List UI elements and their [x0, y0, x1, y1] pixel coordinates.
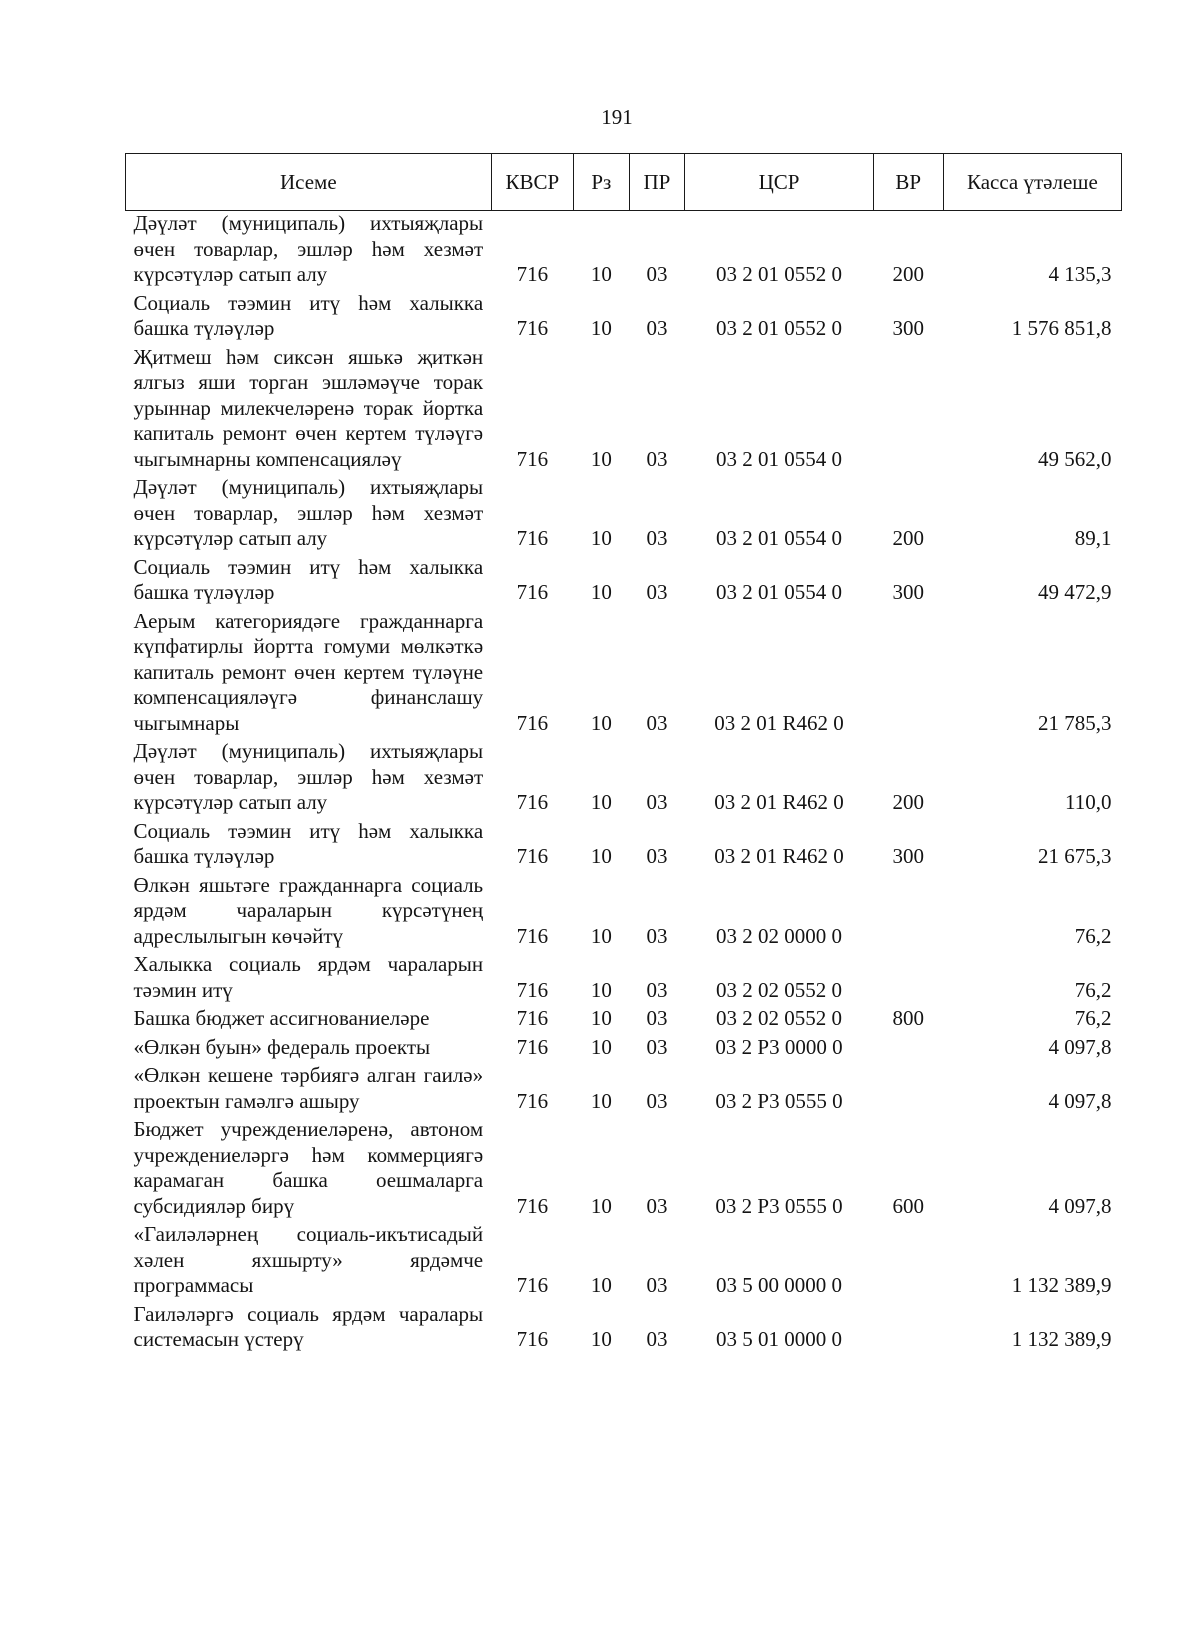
row-rz: 10	[590, 1034, 612, 1059]
table-row	[126, 950, 1122, 1004]
row-amount: 1 132 389,9	[1011, 1273, 1112, 1297]
row-name: «Өлкән кешене тәрбиягә алган гаилә» проектын гамәлгә ашыру	[133, 1063, 484, 1113]
row-name: Аерым категориядәге гражданнарга күпфатирлы йортта гомуми мөлкәткә капиталь ремонт өчен кертем түләүне компенсацияләүгә финанслашу чыгымнары	[133, 608, 484, 735]
table-row	[126, 1220, 1122, 1300]
row-kvsr: 716	[516, 1327, 549, 1351]
row-vr	[873, 343, 943, 474]
row-vr	[873, 607, 943, 738]
row-pr: 03	[646, 1327, 668, 1351]
row-vr	[873, 1033, 943, 1062]
table-row	[126, 553, 1122, 607]
row-name: Дәүләт (муниципаль) ихтыяҗлары өчен товарлар, эшләр һәм хезмәт күрсәтүләр сатып алу	[133, 739, 484, 814]
row-rz: 10	[590, 580, 612, 604]
row-kvsr: 716	[516, 1088, 549, 1113]
header-kvsr: КВСР	[491, 154, 573, 211]
table-row	[126, 871, 1122, 951]
row-amount: 4 135,3	[1048, 262, 1112, 286]
row-name: «Гаиләләрнең социаль-икътисадый хәлен яхшырту» ярдәмче программасы	[133, 1222, 484, 1297]
row-vr	[873, 1300, 943, 1354]
row-rz: 10	[590, 1193, 612, 1218]
row-amount: 76,2	[1074, 1006, 1112, 1030]
row-csr: 03 2 02 0552 0	[715, 977, 842, 1002]
row-pr: 03	[646, 1193, 668, 1218]
row-csr: 03 2 01 R462 0	[714, 710, 844, 735]
header-csr: ЦСР	[685, 154, 873, 211]
row-csr: 03 2 01 0554 0	[715, 526, 842, 550]
row-pr: 03	[646, 526, 668, 550]
row-rz: 10	[590, 526, 612, 550]
table-row	[126, 1004, 1122, 1033]
row-csr: 03 2 01 0552 0	[715, 262, 842, 286]
row-pr: 03	[646, 580, 668, 604]
header-rz: Рз	[574, 154, 630, 211]
row-name: Дәүләт (муниципаль) ихтыяҗлары өчен товарлар, эшләр һәм хезмәт күрсәтүләр сатып алу	[133, 475, 484, 550]
row-pr: 03	[646, 790, 668, 814]
row-kvsr: 716	[516, 1034, 549, 1059]
row-amount: 4 097,8	[1048, 1193, 1112, 1218]
row-rz: 10	[590, 1273, 612, 1297]
row-vr	[873, 1061, 943, 1115]
row-kvsr: 716	[516, 1193, 549, 1218]
row-csr: 03 2 02 0000 0	[715, 923, 842, 948]
row-csr: 03 2 01 R462 0	[714, 790, 844, 814]
table-header-row	[126, 154, 1122, 211]
row-kvsr: 716	[516, 580, 549, 604]
row-pr: 03	[646, 1273, 668, 1297]
row-name: Гаиләләргә социаль ярдәм чаралары системасын үстерү	[133, 1301, 484, 1351]
row-name: Социаль тәэмин итү һәм халыкка башка түләүләр	[133, 290, 484, 340]
row-name: Бюджет учреждениеләренә, автоном учреждениеләргә һәм коммерциягә карамаган башка оешмаларга субсидияләр бирү	[133, 1117, 484, 1218]
row-csr: 03 2 P3 0555 0	[715, 1088, 843, 1113]
row-pr: 03	[646, 1088, 668, 1113]
table-row	[126, 289, 1122, 343]
header-kassa: Касса үтәлеше	[943, 154, 1121, 211]
budget-table	[125, 153, 1122, 1354]
row-csr: 03 2 P3 0000 0	[715, 1034, 843, 1059]
row-amount: 49 562,0	[1038, 446, 1112, 471]
row-pr: 03	[646, 262, 668, 286]
row-pr: 03	[646, 1006, 668, 1030]
row-name: Өлкән яшьтәге гражданнарга социаль ярдәм чараларын күрсәтүнең адреслылыгын көчәйтү	[133, 872, 484, 948]
row-rz: 10	[590, 710, 612, 735]
table-row	[126, 817, 1122, 871]
row-pr: 03	[646, 923, 668, 948]
row-rz: 10	[590, 1088, 612, 1113]
row-csr: 03 2 01 0554 0	[715, 446, 842, 471]
table-row	[126, 737, 1122, 817]
table-row	[126, 1033, 1122, 1062]
header-pr: ПР	[629, 154, 685, 211]
row-amount: 49 472,9	[1038, 580, 1112, 604]
row-kvsr: 716	[516, 1273, 549, 1297]
row-pr: 03	[646, 316, 668, 340]
row-kvsr: 716	[516, 262, 549, 286]
row-csr: 03 5 00 0000 0	[715, 1273, 842, 1297]
row-kvsr: 716	[516, 710, 549, 735]
row-amount: 4 097,8	[1048, 1034, 1112, 1059]
row-vr: 300	[892, 316, 924, 340]
row-rz: 10	[590, 316, 612, 340]
row-kvsr: 716	[516, 446, 549, 471]
row-csr: 03 2 02 0552 0	[715, 1006, 842, 1030]
row-rz: 10	[590, 1006, 612, 1030]
page-number: 191	[601, 105, 633, 129]
row-csr: 03 2 P3 0555 0	[715, 1193, 843, 1218]
row-amount: 110,0	[1065, 790, 1112, 814]
row-csr: 03 5 01 0000 0	[715, 1327, 842, 1351]
row-amount: 89,1	[1074, 526, 1112, 550]
row-vr	[873, 950, 943, 1004]
row-vr	[873, 871, 943, 951]
row-name: Җитмеш һәм сиксән яшькә җиткән ялгыз яши торган эшләмәүче торак урыннар милекчеләренә торак йортка капиталь ремонт өчен кертем түләүгә чыгымнарны компенсацияләү	[133, 344, 484, 471]
row-vr: 200	[892, 262, 924, 286]
row-kvsr: 716	[516, 977, 549, 1002]
row-pr: 03	[646, 977, 668, 1002]
row-rz: 10	[590, 446, 612, 471]
row-rz: 10	[590, 844, 612, 868]
row-name: Дәүләт (муниципаль) ихтыяҗлары өчен товарлар, эшләр һәм хезмәт күрсәтүләр сатып алу	[133, 211, 484, 286]
table-row	[126, 473, 1122, 553]
table-row	[126, 1300, 1122, 1354]
row-csr: 03 2 01 0554 0	[715, 580, 842, 604]
row-kvsr: 716	[516, 316, 549, 340]
row-pr: 03	[646, 710, 668, 735]
row-rz: 10	[590, 977, 612, 1002]
table-row	[126, 1115, 1122, 1220]
row-kvsr: 716	[516, 923, 549, 948]
table-row	[126, 1061, 1122, 1115]
row-csr: 03 2 01 0552 0	[715, 316, 842, 340]
row-rz: 10	[590, 790, 612, 814]
row-csr: 03 2 01 R462 0	[714, 844, 844, 868]
row-vr: 200	[892, 790, 924, 814]
row-amount: 76,2	[1074, 923, 1112, 948]
row-name: Халыкка социаль ярдәм чараларын тәэмин итү	[133, 952, 484, 1002]
row-pr: 03	[646, 1034, 668, 1059]
row-vr	[873, 1220, 943, 1300]
row-rz: 10	[590, 923, 612, 948]
row-vr: 300	[892, 844, 924, 868]
row-amount: 21 785,3	[1038, 710, 1112, 735]
table-row	[126, 343, 1122, 474]
row-kvsr: 716	[516, 1006, 549, 1030]
row-amount: 4 097,8	[1048, 1088, 1112, 1113]
header-vr: ВР	[873, 154, 943, 211]
row-kvsr: 716	[516, 844, 549, 868]
row-name: Башка бюджет ассигнованиеләре	[133, 1006, 430, 1030]
table-row	[126, 211, 1122, 289]
row-name: «Өлкән буын» федераль проекты	[133, 1034, 431, 1059]
row-vr: 600	[892, 1193, 924, 1218]
row-vr: 200	[892, 526, 924, 550]
row-vr: 800	[892, 1006, 924, 1030]
row-kvsr: 716	[516, 790, 549, 814]
row-amount: 1 132 389,9	[1011, 1327, 1112, 1351]
row-amount: 76,2	[1074, 977, 1112, 1002]
row-rz: 10	[590, 1327, 612, 1351]
row-name: Социаль тәэмин итү һәм халыкка башка түләүләр	[133, 818, 484, 868]
row-amount: 21 675,3	[1038, 844, 1112, 868]
header-name: Исеме	[126, 154, 492, 211]
row-amount: 1 576 851,8	[1011, 316, 1112, 340]
row-kvsr: 716	[516, 526, 549, 550]
row-pr: 03	[646, 844, 668, 868]
table-row	[126, 607, 1122, 738]
row-vr: 300	[892, 580, 924, 604]
row-rz: 10	[590, 262, 612, 286]
row-pr: 03	[646, 446, 668, 471]
row-name: Социаль тәэмин итү һәм халыкка башка түләүләр	[133, 554, 484, 604]
